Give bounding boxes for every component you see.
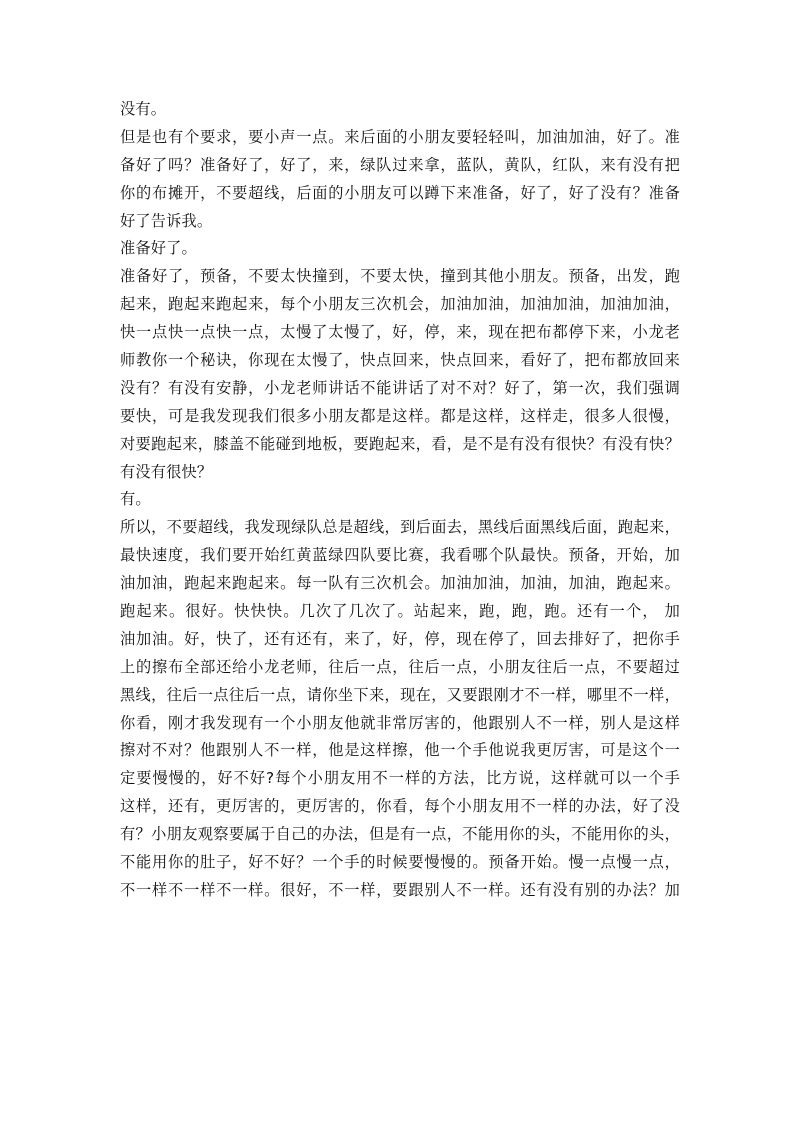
text-line: 定要慢慢的，好不好?每个小朋友用不一样的方法，比方说，这样就可以一个手 — [120, 769, 680, 788]
text-line: 有。 — [120, 490, 151, 509]
text-line: 好了告诉我。 — [120, 211, 213, 230]
text-line: 你的布摊开，不要超线，后面的小朋友可以蹲下来准备，好了，好了没有？准备 — [120, 183, 680, 202]
text-line: 有？小朋友观察要属于自己的办法，但是有一点，不能用你的头，不能用你的头， — [120, 825, 680, 844]
text-line: 你看，刚才我发现有一个小朋友他就非常厉害的，他跟别人不一样，别人是这样 — [120, 713, 680, 732]
text-line: 师教你一个秘诀，你现在太慢了，快点回来，快点回来，看好了，把布都放回来 — [120, 351, 680, 370]
text-line: 快一点快一点快一点，太慢了太慢了，好，停，来，现在把布都停下来，小龙老 — [120, 323, 680, 342]
text-line: 有没有很快？ — [120, 462, 213, 481]
text-line: 但是也有个要求，要小声一点。来后面的小朋友要轻轻叫，加油加油，好了。准 — [120, 127, 680, 146]
text-line: 不能用你的肚子，好不好？一个手的时候要慢慢的。预备开始。慢一点慢一点， — [120, 853, 680, 872]
text-line: 准备好了。 — [120, 239, 197, 258]
text-line: 所以，不要超线，我发现绿队总是超线，到后面去，黑线后面黑线后面，跑起来， — [120, 518, 680, 537]
text-line: 最快速度，我们要开始红黄蓝绿四队要比赛，我看哪个队最快。预备，开始，加 — [120, 546, 680, 565]
text-line: 这样，还有，更厉害的，更厉害的，你看，每个小朋友用不一样的办法，好了没 — [120, 797, 680, 816]
text-line: 跑起来。很好。快快快。几次了几次了。站起来，跑，跑，跑。还有一个， 加 — [120, 602, 680, 621]
text-line: 上的擦布全部还给小龙老师，往后一点，往后一点，小朋友往后一点，不要超过 — [120, 657, 680, 676]
text-line: 没有？有没有安静，小龙老师讲话不能讲话了对不对？好了，第一次，我们强调 — [120, 378, 680, 397]
text-line: 备好了吗？准备好了，好了，来，绿队过来拿，蓝队，黄队，红队，来有没有把 — [120, 155, 680, 174]
text-line: 不一样不一样不一样。很好，不一样，要跟别人不一样。还有没有别的办法？加 — [120, 880, 680, 899]
text-line: 准备好了，预备，不要太快撞到，不要太快，撞到其他小朋友。预备，出发，跑 — [120, 267, 680, 286]
text-line: 没有。 — [120, 100, 167, 118]
text-line: 对要跑起来，膝盖不能碰到地板，要跑起来，看，是不是有没有很快？有没有快？ — [120, 434, 680, 453]
text-line: 起来，跑起来跑起来，每个小朋友三次机会，加油加油，加油加油，加油加油， — [120, 295, 680, 314]
text-line: 油加油。好，快了，还有还有，来了，好，停，现在停了，回去排好了，把你手 — [120, 629, 680, 648]
transcript-text — [120, 96, 680, 905]
text-line: 要快，可是我发现我们很多小朋友都是这样。都是这样，这样走，很多人很慢， — [120, 406, 680, 425]
text-line: 黑线，往后一点往后一点，请你坐下来，现在，又要跟刚才不一样，哪里不一样， — [120, 685, 680, 704]
text-line: 油加油，跑起来跑起来。每一队有三次机会。加油加油，加油，加油，跑起来。 — [120, 574, 680, 593]
text-line: 擦对不对？他跟别人不一样，他是这样擦，他一个手他说我更厉害，可是这个一 — [120, 741, 680, 760]
